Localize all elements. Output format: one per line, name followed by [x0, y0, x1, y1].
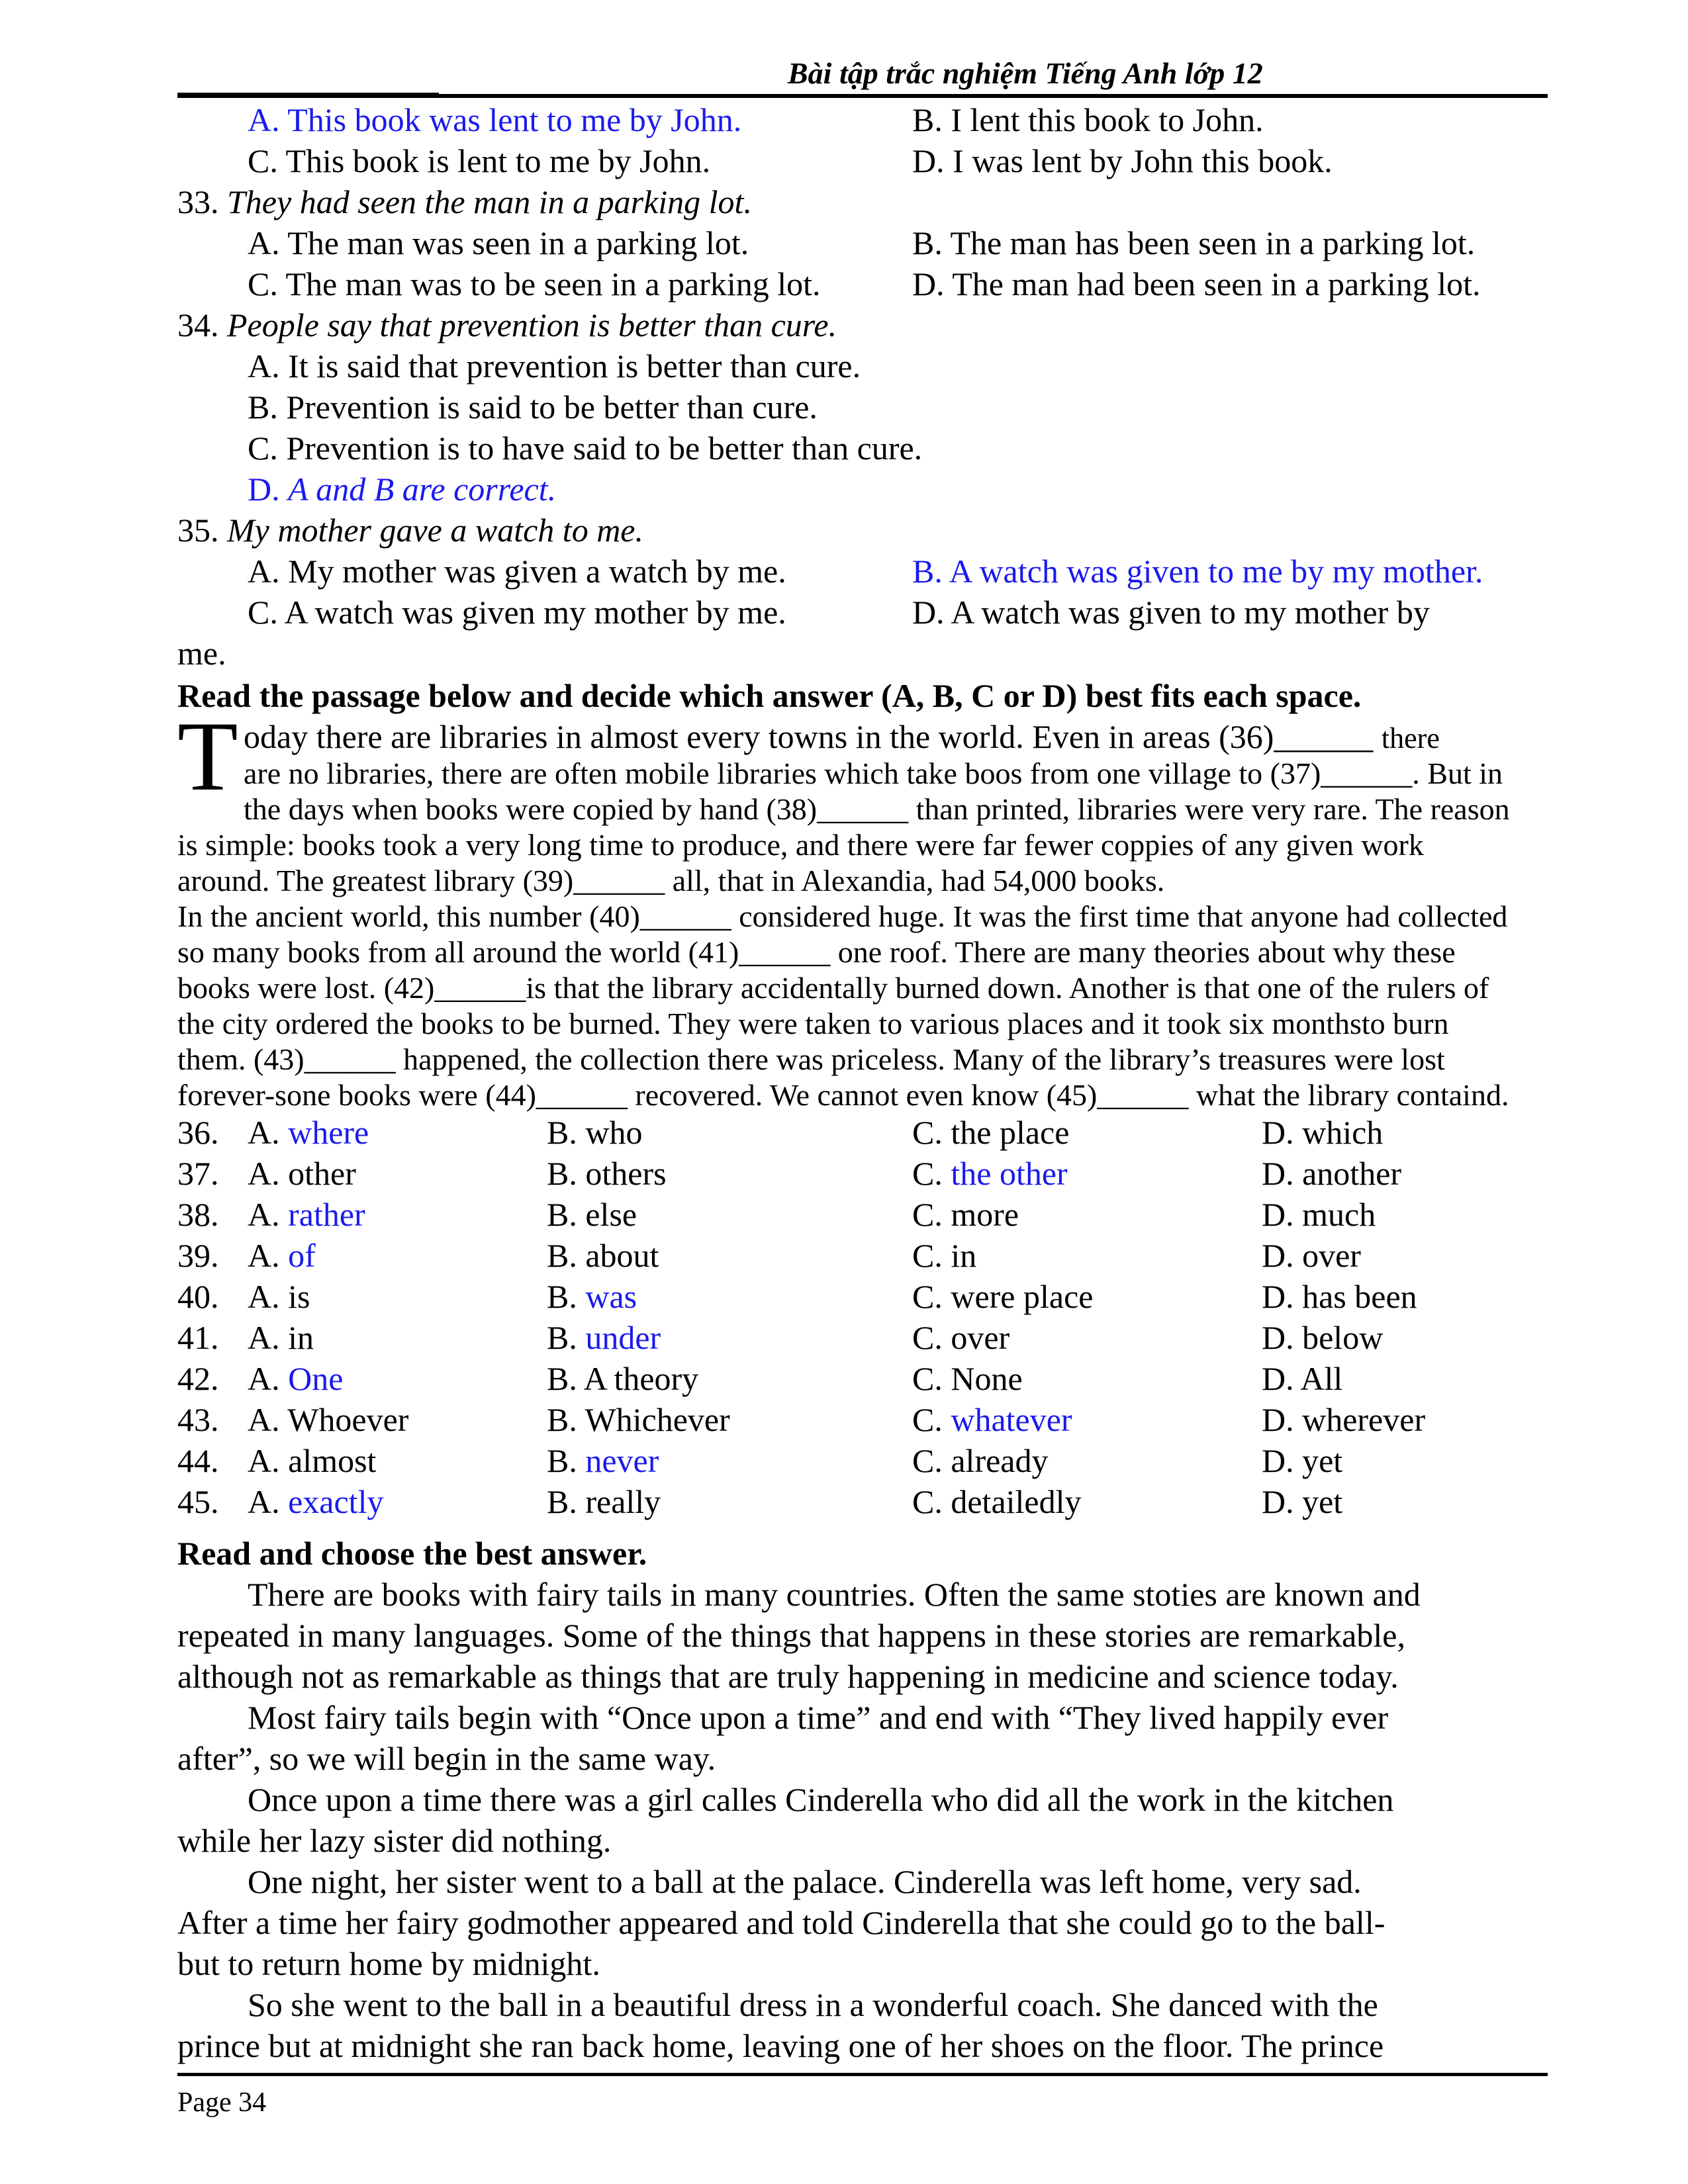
story-line-9: After a time her fairy godmother appeared and told Cinderella that she could go to the ball- — [177, 1904, 1385, 1941]
answer-option-text: is — [288, 1278, 310, 1315]
q34-number: 34. — [177, 306, 227, 343]
answer-row-number: 36. — [177, 1114, 219, 1151]
answer-option-text: whatever — [951, 1401, 1072, 1438]
answer-option-letter: D. — [1262, 1278, 1303, 1315]
answer-option-letter: D. — [1262, 1237, 1303, 1274]
answer-option-a — [248, 1440, 376, 1481]
answer-option-letter: C. — [912, 1278, 951, 1315]
answer-option-letter: C. — [912, 1114, 951, 1151]
page-number: Page 34 — [177, 2087, 267, 2118]
answer-option-text: much — [1302, 1196, 1376, 1233]
passage-line-1-tail: there — [1381, 722, 1440, 754]
answer-option-letter: C. — [912, 1442, 951, 1479]
answer-option-d — [1262, 1112, 1383, 1153]
header-title: Bài tập trắc nghiệm Tiếng Anh lớp 12 — [788, 56, 1263, 90]
answer-option-text: has been — [1302, 1278, 1417, 1315]
answer-option-a — [248, 1153, 356, 1194]
answer-option-c — [912, 1481, 1082, 1522]
answer-option-text: who — [585, 1114, 643, 1151]
answer-option-b — [547, 1399, 730, 1440]
answer-option-text: else — [585, 1196, 637, 1233]
q32-option-c: C. This book is lent to me by John. — [248, 142, 711, 179]
answer-option-b — [547, 1440, 659, 1481]
answer-option-letter: C. — [912, 1319, 951, 1356]
answer-option-c — [912, 1153, 1068, 1194]
answer-option-b — [547, 1194, 637, 1235]
story-line-4: Most fairy tails begin with “Once upon a time” and end with “They lived happily ever — [248, 1699, 1389, 1736]
answer-option-letter: A. — [248, 1483, 289, 1520]
answer-option-text: of — [288, 1237, 316, 1274]
answer-option-c — [912, 1194, 1019, 1235]
q35-stem-text: My mother gave a watch to me. — [227, 512, 644, 549]
answer-option-letter: B. — [547, 1237, 586, 1274]
answer-option-c — [912, 1235, 976, 1276]
answer-option-text: more — [951, 1196, 1019, 1233]
answer-row-number: 37. — [177, 1155, 219, 1192]
answer-option-c — [912, 1112, 1069, 1153]
q33-stem — [177, 181, 752, 222]
q34-option-a: A. It is said that prevention is better than cure. — [248, 347, 861, 385]
q34-option-b: B. Prevention is said to be better than cure. — [248, 388, 818, 426]
answer-option-d — [1262, 1358, 1342, 1399]
answer-option-text: One — [288, 1360, 344, 1397]
answer-option-text: over — [1302, 1237, 1361, 1274]
answer-option-c — [912, 1399, 1072, 1440]
answer-option-b — [547, 1112, 642, 1153]
answer-option-b — [547, 1358, 698, 1399]
q35-option-a: A. My mother was given a watch by me. — [248, 553, 786, 590]
answer-option-a — [248, 1112, 369, 1153]
answer-option-letter: D. — [1262, 1114, 1303, 1151]
passage-line-4: is simple: books took a very long time to produce, and there were far fewer coppies of any given work — [177, 828, 1424, 862]
q33-option-d: D. The man had been seen in a parking lot. — [912, 265, 1481, 302]
answer-option-letter: A. — [248, 1196, 289, 1233]
section2-heading: Read and choose the best answer. — [177, 1535, 647, 1572]
answer-option-a — [248, 1235, 316, 1276]
q35-option-d-continued: me. — [177, 635, 226, 672]
answer-option-text: under — [585, 1319, 661, 1356]
story-line-12: prince but at midnight she ran back home, leaving one of her shoes on the floor. The prince — [177, 2027, 1384, 2064]
answer-option-d — [1262, 1276, 1417, 1317]
passage-line-1-text: oday there are libraries in almost every towns in the world. Even in areas (36)______ — [244, 718, 1374, 755]
answer-option-letter: B. — [547, 1319, 586, 1356]
answer-option-text: in — [951, 1237, 977, 1274]
answer-row-number: 41. — [177, 1319, 219, 1356]
q33-option-a: A. The man was seen in a parking lot. — [248, 224, 749, 261]
answer-option-letter: B. — [547, 1114, 586, 1151]
answer-option-a — [248, 1358, 343, 1399]
answer-option-a — [248, 1276, 310, 1317]
answer-option-letter: C. — [912, 1155, 951, 1192]
header-rule — [177, 94, 1548, 98]
answer-option-b — [547, 1235, 659, 1276]
footer-rule — [177, 2073, 1548, 2076]
story-line-5: after”, so we will begin in the same way. — [177, 1740, 716, 1777]
story-line-1: There are books with fairy tails in many countries. Often the same stoties are known and — [248, 1576, 1421, 1613]
answer-option-letter: B. — [547, 1155, 586, 1192]
q35-option-d: D. A watch was given to my mother by — [912, 594, 1430, 631]
passage-line-6: In the ancient world, this number (40)______ considered huge. It was the first time that anyone had collected — [177, 899, 1508, 933]
q34-option-c: C. Prevention is to have said to be better than cure. — [248, 430, 923, 467]
answer-option-text: about — [585, 1237, 659, 1274]
answer-option-letter: D. — [1262, 1401, 1303, 1438]
answer-row-number: 44. — [177, 1442, 219, 1479]
answer-option-letter: D. — [1262, 1360, 1301, 1397]
answer-option-letter: C. — [912, 1237, 951, 1274]
q33-option-c: C. The man was to be seen in a parking lot. — [248, 265, 821, 302]
q34-stem — [177, 304, 837, 345]
q34-option-d-letter: D. — [248, 471, 289, 508]
answer-option-letter: B. — [547, 1278, 586, 1315]
answer-option-letter: B. — [547, 1196, 586, 1233]
answer-option-text: the other — [951, 1155, 1068, 1192]
answer-option-letter: D. — [1262, 1442, 1303, 1479]
answer-option-text: None — [951, 1360, 1023, 1397]
answer-option-d — [1262, 1317, 1383, 1358]
answer-option-c — [912, 1276, 1093, 1317]
story-line-11: So she went to the ball in a beautiful dress in a wonderful coach. She danced with the — [248, 1986, 1378, 2023]
answer-option-b — [547, 1481, 661, 1522]
answer-option-letter: B. — [547, 1442, 586, 1479]
section1-heading: Read the passage below and decide which answer (A, B, C or D) best fits each space. — [177, 677, 1362, 714]
answer-option-letter: A. — [248, 1360, 289, 1397]
q32-option-b: B. I lent this book to John. — [912, 101, 1264, 138]
answer-option-text: others — [585, 1155, 667, 1192]
answer-option-text: other — [288, 1155, 356, 1192]
answer-option-text: never — [585, 1442, 659, 1479]
story-line-2: repeated in many languages. Some of the things that happens in these stories are remarkable, — [177, 1617, 1405, 1654]
passage-line-8: books were lost. (42)______is that the library accidentally burned down. Another is that one of the rulers of — [177, 971, 1489, 1005]
q35-option-b: B. A watch was given to me by my mother. — [912, 553, 1483, 590]
answer-option-letter: D. — [1262, 1483, 1303, 1520]
story-line-10: but to return home by midnight. — [177, 1945, 600, 1982]
passage-line-5: around. The greatest library (39)______ all, that in Alexandia, had 54,000 books. — [177, 864, 1165, 897]
answer-option-b — [547, 1276, 637, 1317]
answer-option-text: wherever — [1302, 1401, 1426, 1438]
answer-option-b — [547, 1317, 661, 1358]
answer-option-text: yet — [1302, 1442, 1343, 1479]
answer-option-text: where — [288, 1114, 369, 1151]
answer-option-letter: C. — [912, 1401, 951, 1438]
passage-line-11: forever-sone books were (44)______ recovered. We cannot even know (45)______ what the library containd. — [177, 1078, 1509, 1112]
answer-option-text: was — [585, 1278, 637, 1315]
answer-option-text: another — [1302, 1155, 1402, 1192]
answer-option-a — [248, 1399, 408, 1440]
q34-option-d — [248, 469, 556, 510]
q33-number: 33. — [177, 183, 227, 220]
answer-option-text: already — [951, 1442, 1049, 1479]
answer-option-text: almost — [288, 1442, 377, 1479]
answer-option-d — [1262, 1194, 1376, 1235]
answer-option-text: All — [1300, 1360, 1343, 1397]
answer-option-letter: B. — [547, 1401, 585, 1438]
answer-option-c — [912, 1317, 1009, 1358]
q35-number: 35. — [177, 512, 227, 549]
answer-option-letter: D. — [1262, 1319, 1303, 1356]
answer-option-c — [912, 1358, 1023, 1399]
passage-line-3: the days when books were copied by hand (38)______ than printed, libraries were very rare. The reason — [244, 792, 1510, 826]
answer-row-number: 43. — [177, 1401, 219, 1438]
q32-option-d: D. I was lent by John this book. — [912, 142, 1333, 179]
answer-row-number: 38. — [177, 1196, 219, 1233]
answer-option-text: A theory — [583, 1360, 699, 1397]
passage-line-2: are no libraries, there are often mobile libraries which take boos from one village to (37)______. But in — [244, 756, 1503, 790]
answer-option-text: Whoever — [287, 1401, 409, 1438]
passage-line-7: so many books from all around the world (41)______ one roof. There are many theories about why these — [177, 935, 1456, 969]
answer-option-letter: B. — [547, 1360, 584, 1397]
story-line-8: One night, her sister went to a ball at the palace. Cinderella was left home, very sad. — [248, 1863, 1362, 1900]
passage-line-10: them. (43)______ happened, the collection there was priceless. Many of the library’s treasures were lost — [177, 1042, 1445, 1076]
answer-option-a — [248, 1317, 314, 1358]
answer-option-d — [1262, 1481, 1342, 1522]
story-line-7: while her lazy sister did nothing. — [177, 1822, 612, 1859]
q33-stem-text: They had seen the man in a parking lot. — [227, 183, 752, 220]
answer-option-text: detailedly — [951, 1483, 1082, 1520]
q34-stem-text: People say that prevention is better than cure. — [227, 306, 837, 343]
answer-option-letter: C. — [912, 1360, 951, 1397]
answer-option-text: the place — [951, 1114, 1070, 1151]
answer-option-a — [248, 1481, 383, 1522]
answer-option-text: in — [288, 1319, 314, 1356]
answer-option-c — [912, 1440, 1048, 1481]
answer-option-text: exactly — [288, 1483, 384, 1520]
answer-option-letter: A. — [248, 1442, 289, 1479]
answer-option-text: really — [585, 1483, 661, 1520]
answer-option-d — [1262, 1399, 1425, 1440]
passage-line-9: the city ordered the books to be burned. They were taken to various places and it took six monthsto burn — [177, 1007, 1449, 1040]
answer-option-letter: D. — [1262, 1196, 1303, 1233]
answer-option-letter: A. — [248, 1237, 289, 1274]
q35-option-c: C. A watch was given my mother by me. — [248, 594, 786, 631]
passage-line-1 — [244, 716, 1440, 759]
passage-dropcap: T — [177, 702, 238, 811]
answer-option-text: yet — [1302, 1483, 1343, 1520]
answer-option-letter: C. — [912, 1483, 951, 1520]
q32-option-a: A. This book was lent to me by John. — [248, 101, 742, 138]
answer-option-text: over — [951, 1319, 1010, 1356]
answer-option-letter: A. — [248, 1319, 289, 1356]
story-line-6: Once upon a time there was a girl calles Cinderella who did all the work in the kitchen — [248, 1781, 1394, 1818]
q33-option-b: B. The man has been seen in a parking lot. — [912, 224, 1476, 261]
q35-stem — [177, 510, 643, 551]
answer-row-number: 39. — [177, 1237, 219, 1274]
answer-option-d — [1262, 1153, 1401, 1194]
answer-option-letter: C. — [912, 1196, 951, 1233]
answer-row-number: 40. — [177, 1278, 219, 1315]
answer-option-letter: D. — [1262, 1155, 1303, 1192]
answer-option-letter: A. — [248, 1114, 289, 1151]
q34-option-d-text: A and B are correct. — [288, 471, 557, 508]
answer-option-d — [1262, 1440, 1342, 1481]
answer-option-d — [1262, 1235, 1361, 1276]
answer-option-letter: B. — [547, 1483, 586, 1520]
answer-option-letter: A. — [248, 1278, 289, 1315]
answer-option-letter: A. — [248, 1155, 289, 1192]
answer-row-number: 42. — [177, 1360, 219, 1397]
answer-option-a — [248, 1194, 365, 1235]
answer-option-text: which — [1302, 1114, 1383, 1151]
answer-option-b — [547, 1153, 667, 1194]
answer-option-text: Whichever — [585, 1401, 730, 1438]
story-line-3: although not as remarkable as things that are truly happening in medicine and science today. — [177, 1658, 1399, 1695]
answer-option-text: below — [1302, 1319, 1383, 1356]
answer-row-number: 45. — [177, 1483, 219, 1520]
answer-option-letter: A. — [248, 1401, 288, 1438]
answer-option-text: were place — [951, 1278, 1094, 1315]
answer-option-text: rather — [288, 1196, 365, 1233]
